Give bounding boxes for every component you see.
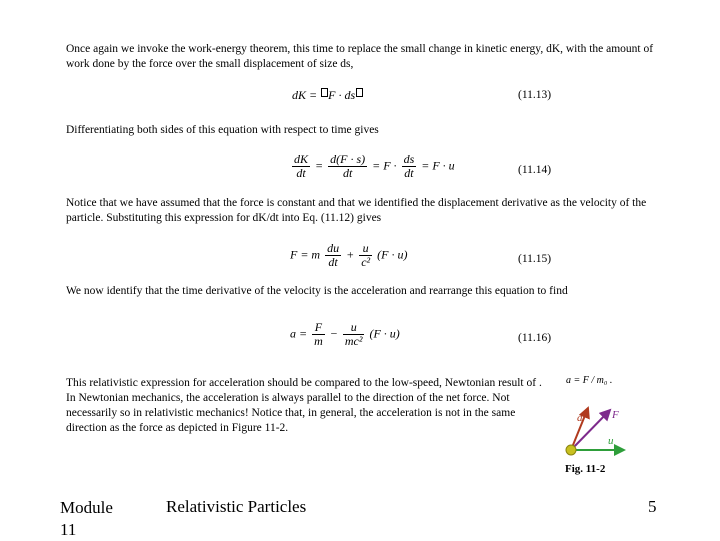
equation-number-11-13: (11.13) [518, 89, 552, 101]
label-F: F [612, 409, 619, 421]
footer-module: Module 11 [60, 498, 113, 539]
paragraph-2: Differentiating both sides of this equation with respect to time gives [66, 124, 379, 136]
figure-caption: Fig. 11-2 [565, 463, 606, 475]
footer-title: Relativistic Particles [166, 497, 307, 516]
paragraph-5: This relativistic expression for acceleration should be compared to the low-speed, Newtonian result of . In Newtonian mechanics, the acceleration is always parallel to the direction of the net force. Not necessarily so in relativistic mechanics! Notice that, in general, the acceleration is not in the same direction as the force as depicted in Figure 11-2. [66, 377, 542, 434]
paragraph-4: We now identify that the time derivative of the velocity is the acceleration and rearrange this equation to find [66, 285, 568, 297]
equation-11-16: a = $\frac{F}{m}$ − $\frac{u}{\text{mc²}}$ (F · u) [290, 320, 400, 348]
paragraph-1: Once again we invoke the work-energy theorem, this time to replace the small change in kinetic energy, dK, with the amount of work done by the force over the small displacement of size ds, [66, 43, 654, 70]
equation-number-11-14: (11.14) [518, 164, 552, 176]
equation-number-11-16: (11.16) [518, 332, 552, 344]
paragraph-3: Notice that we have assumed that the force is constant and that we identified the displacement derivative as the velocity of the particle. Substituting this expression for dK/dt into Eq. (11.12) gives [66, 197, 647, 224]
equation-11-15: F = m $\frac{du}{dt}$ + $\frac{u}{\text{c²}}$ (F · u) [290, 241, 408, 269]
label-u: u [608, 435, 614, 447]
equation-11-13: dK = F · ds [292, 88, 363, 103]
newtonian-formula: a = F / m₀ . [566, 375, 613, 386]
equation-11-14: $\frac{dK}{dt}$ = $\frac{d(F \cdot s)}{dt}$ = F · $\frac{ds}{dt}$ = F · u [294, 152, 455, 180]
footer-page-number: 5 [648, 497, 657, 516]
label-a: a [577, 412, 583, 424]
particle-origin [566, 445, 576, 455]
equation-number-11-15: (11.15) [518, 253, 552, 265]
figure-11-2 [558, 390, 638, 470]
